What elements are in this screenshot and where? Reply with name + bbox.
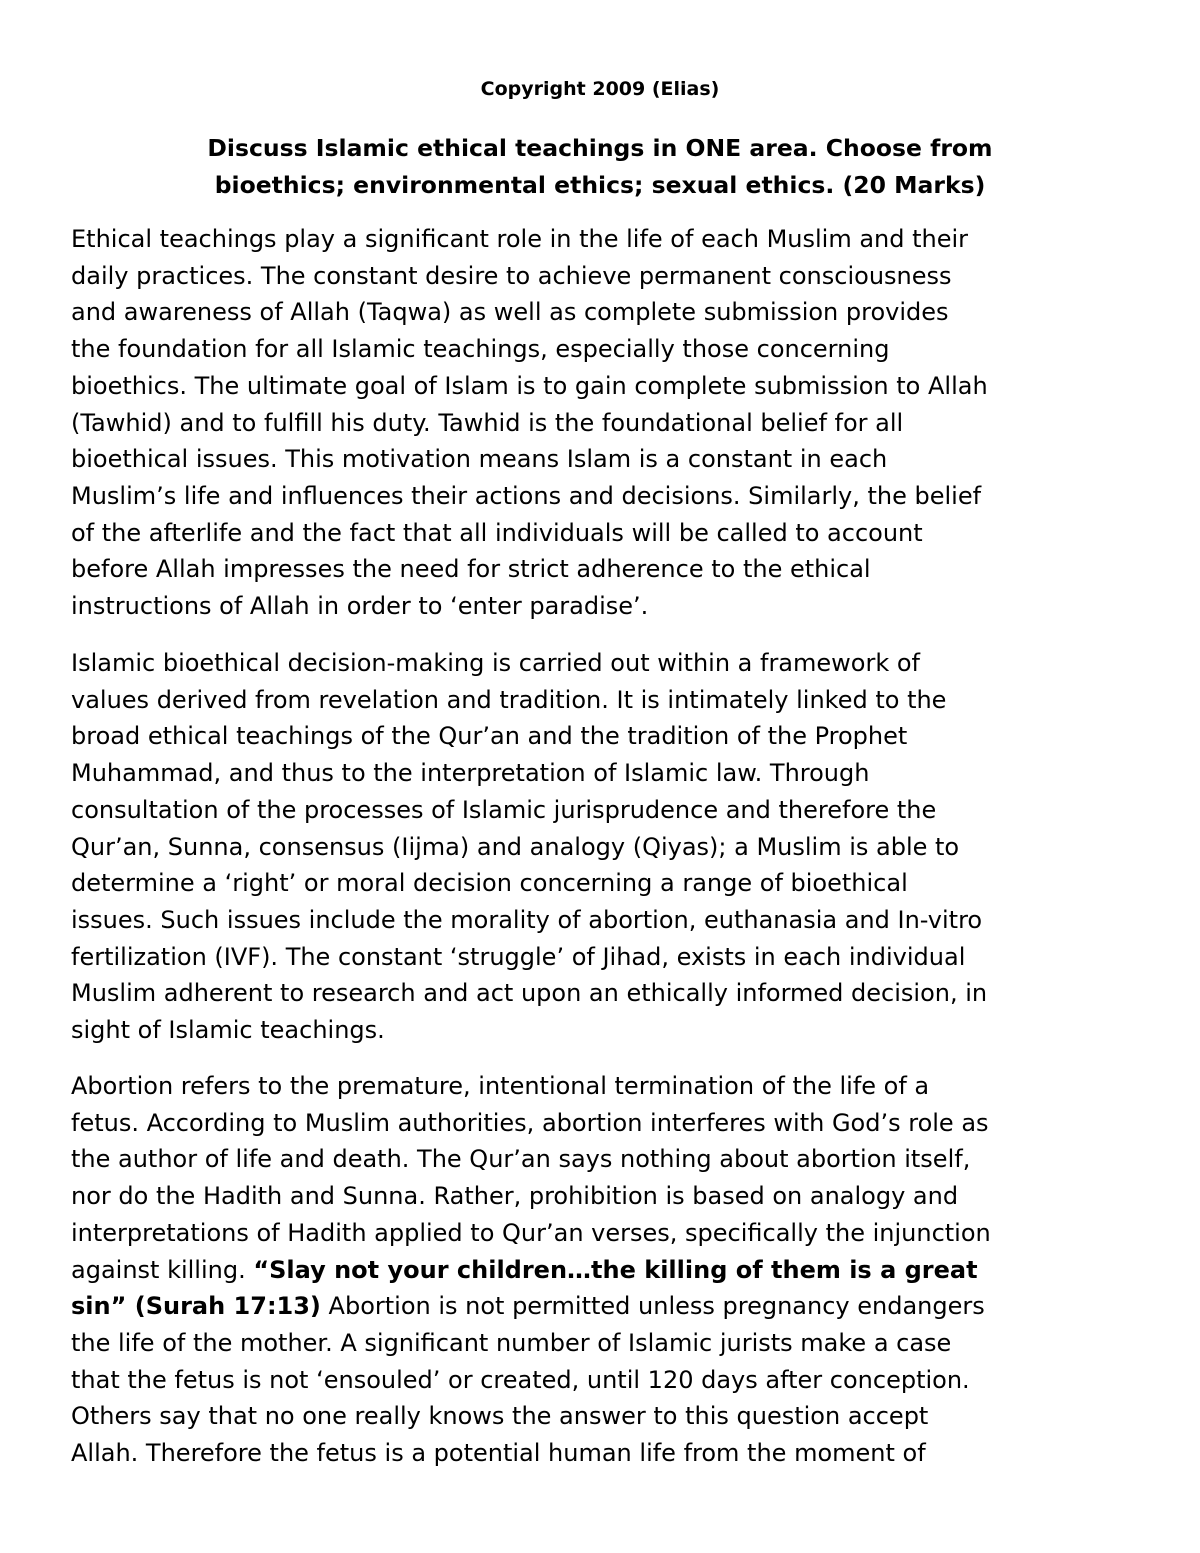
quran-quote: “Slay not your children…the killing of them is a great bbox=[253, 1255, 978, 1284]
paragraph-line: daily practices. The constant desire to achieve permanent consciousness bbox=[71, 261, 952, 290]
paragraph-line: nor do the Hadith and Sunna. Rather, prohibition is based on analogy and bbox=[71, 1182, 959, 1211]
paragraph-line: Muslim adherent to research and act upon an ethically informed decision, in bbox=[71, 979, 988, 1008]
paragraph-line: Abortion refers to the premature, intentional termination of the life of a bbox=[71, 1072, 930, 1100]
paragraph-line: bioethics. The ultimate goal of Islam is to gain complete submission to Allah bbox=[71, 371, 988, 400]
paragraph-line: before Allah impresses the need for strict adherence to the ethical bbox=[71, 555, 871, 584]
paragraph-line: instructions of Allah in order to ‘enter paradise’. bbox=[71, 592, 649, 621]
question-line: bioethics; environmental ethics; sexual ethics. (20 Marks) bbox=[214, 170, 986, 199]
citation-continuation: Abortion is not permitted unless pregnancy endangers bbox=[320, 1292, 985, 1321]
paragraph-decision-making bbox=[71, 645, 1141, 1049]
question-line: Discuss Islamic ethical teachings in ONE area. Choose from bbox=[207, 134, 993, 162]
paragraph-line: Muhammad, and thus to the interpretation of Islamic law. Through bbox=[71, 759, 870, 788]
paragraph-line: the foundation for all Islamic teachings, especially those concerning bbox=[71, 335, 890, 364]
paragraph-line: Qur’an, Sunna, consensus (Iijma) and analogy (Qiyas); a Muslim is able to bbox=[71, 832, 960, 861]
paragraph-abortion bbox=[71, 1068, 1141, 1472]
paragraph-line-with-quote bbox=[71, 1252, 1141, 1289]
paragraph-line: fetus. According to Muslim authorities, abortion interferes with God’s role as bbox=[71, 1108, 989, 1137]
copyright-notice: Copyright 2009 (Elias) bbox=[480, 78, 720, 100]
paragraph-line-with-citation bbox=[71, 1288, 1141, 1325]
paragraph-line: bioethical issues. This motivation means Islam is a constant in each bbox=[71, 445, 888, 474]
paragraph-line: interpretations of Hadith applied to Qur’an verses, specifically the injunction bbox=[71, 1218, 991, 1247]
paragraph-line: the author of life and death. The Qur’an says nothing about abortion itself, bbox=[71, 1145, 971, 1174]
paragraph-line: Ethical teachings play a significant role in the life of each Muslim and their bbox=[71, 225, 969, 253]
quote-lead-in: against killing. bbox=[71, 1255, 254, 1284]
paragraph-intro bbox=[71, 221, 1141, 625]
paragraph-line: that the fetus is not ‘ensouled’ or created, until 120 days after conception. bbox=[71, 1365, 970, 1394]
paragraph-line: values derived from revelation and tradition. It is intimately linked to the bbox=[71, 685, 947, 714]
paragraph-line: (Tawhid) and to fulfill his duty. Tawhid is the foundational belief for all bbox=[71, 408, 904, 437]
paragraph-line: fertilization (IVF). The constant ‘struggle’ of Jihad, exists in each individual bbox=[71, 942, 966, 971]
essay-question bbox=[100, 130, 1100, 203]
paragraph-line: broad ethical teachings of the Qur’an and the tradition of the Prophet bbox=[71, 722, 908, 751]
surah-citation: sin” (Surah 17:13) bbox=[71, 1292, 321, 1321]
paragraph-line: consultation of the processes of Islamic jurisprudence and therefore the bbox=[71, 795, 937, 824]
paragraph-line: and awareness of Allah (Taqwa) as well as complete submission provides bbox=[71, 298, 949, 327]
paragraph-line: Muslim’s life and influences their actions and decisions. Similarly, the belief bbox=[71, 481, 982, 510]
paragraph-line: determine a ‘right’ or moral decision concerning a range of bioethical bbox=[71, 869, 908, 898]
paragraph-line: sight of Islamic teachings. bbox=[71, 1016, 385, 1045]
paragraph-line: Allah. Therefore the fetus is a potential human life from the moment of bbox=[71, 1439, 926, 1468]
paragraph-line: issues. Such issues include the morality of abortion, euthanasia and In-vitro bbox=[71, 905, 983, 934]
paragraph-line: of the afterlife and the fact that all individuals will be called to account bbox=[71, 518, 923, 547]
paragraph-line: the life of the mother. A significant number of Islamic jurists make a case bbox=[71, 1328, 952, 1357]
paragraph-line: Islamic bioethical decision-making is carried out within a framework of bbox=[71, 649, 920, 677]
paragraph-line: Others say that no one really knows the answer to this question accept bbox=[71, 1402, 929, 1431]
